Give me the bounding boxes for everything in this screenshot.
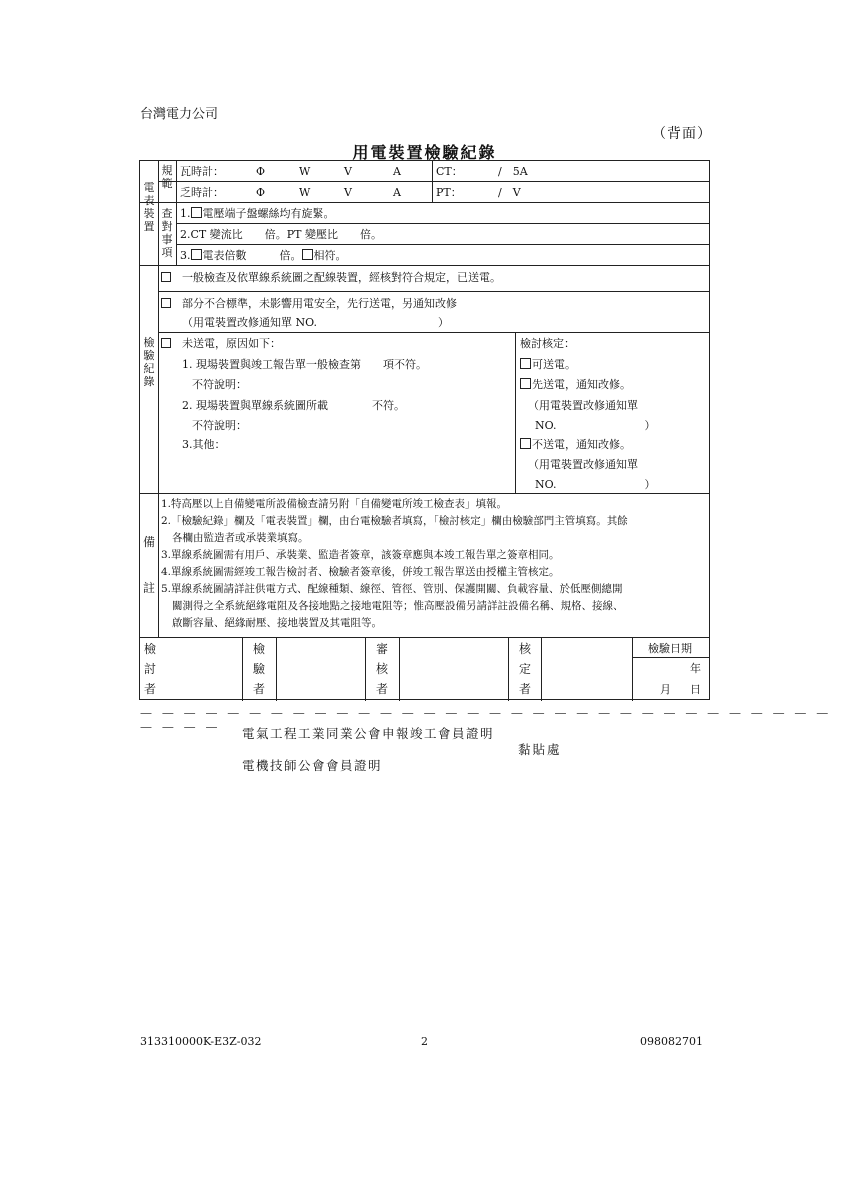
inspector-label: 檢驗者 [252, 642, 265, 696]
date-day: 日 [690, 683, 701, 696]
reason-1-note: 不符說明： [192, 378, 247, 391]
engineer-certificate: 電機技師公會會員證明 [242, 758, 383, 773]
page-side-label: （背面） [652, 126, 712, 142]
document-number: 098082701 [640, 1035, 703, 1048]
note-5-cont2: 啟斷容量、絕緣耐壓、接地裝置及其電阻等。 [172, 617, 382, 629]
inspector-signature-field[interactable] [277, 638, 364, 700]
option-passed-checkbox[interactable] [161, 272, 171, 282]
reason-3: 3.其他： [182, 438, 226, 451]
spec-label: 規範 [161, 164, 173, 190]
option-partial-checkbox[interactable] [161, 298, 171, 308]
date-month: 月 [660, 683, 671, 696]
reason-2-note: 不符說明： [192, 419, 247, 432]
note-5: 5.單線系統圖請詳註供電方式、配線種類、線徑、管徑、管別、保護開關、負載容量、於低壓側總開 [161, 583, 623, 595]
review-energize-fix-checkbox[interactable] [520, 378, 531, 389]
terminal-check-checkbox[interactable] [191, 207, 202, 218]
review-notice-1: （用電裝置改修通知單 [528, 399, 638, 412]
reviewer-label: 檢討者 [143, 642, 156, 696]
option-partial: 部分不合標準，未影響用電安全，先行送電，另通知改修 [182, 297, 457, 310]
approver-signature-field[interactable] [542, 638, 631, 700]
form-title: 用電裝置檢驗紀錄 [352, 143, 497, 162]
form-code: 313310000K-E3Z-032 [140, 1035, 262, 1048]
kwh-amp: A [393, 165, 401, 178]
note-5-cont: 關測得之全系統絕緣電阻及各接地點之接地電阻等；惟高壓設備另請詳註設備名稱、規格、接線、 [172, 600, 624, 612]
kvarh-volt: V [344, 186, 352, 199]
inspection-section-label: 檢驗紀錄 [143, 336, 155, 388]
kwh-wire: W [299, 165, 311, 178]
review-notice-2-number: NO. ） [535, 478, 656, 491]
notes-section-label: 備註 [142, 535, 155, 595]
auditor-label: 審核者 [375, 642, 388, 696]
phase-match-checkbox[interactable] [302, 249, 313, 260]
kwh-meter-label: 瓦時計： [180, 165, 224, 178]
note-3: 3.單線系統圖需有用戶、承裝業、監造者簽章，該簽章應與本竣工報告單之簽章相同。 [161, 549, 560, 561]
pt-label: PT： [436, 186, 462, 199]
review-energize-checkbox[interactable] [520, 358, 531, 369]
review-no-energize-checkbox[interactable] [520, 438, 531, 449]
page-number: 2 [421, 1035, 428, 1048]
kvarh-meter-label: 乏時計： [180, 186, 224, 199]
reviewer-signature-field[interactable] [159, 638, 241, 700]
review-notice-1-number: NO. ） [535, 419, 656, 432]
option-passed: 一般檢查及依單線系統圖之配線裝置，經核對符合規定，已送電。 [182, 271, 501, 284]
note-1: 1.特高壓以上自備變電所設備檢查請另附「自備變電所竣工檢查表」填報。 [161, 498, 508, 510]
kvarh-wire: W [299, 186, 311, 199]
ct-value: / 5A [498, 165, 528, 178]
review-option-3: 不送電，通知改修。 [520, 438, 631, 451]
note-4: 4.單線系統圖需經竣工報告檢討者、檢驗者簽章後，併竣工報告單送由授權主管核定。 [161, 566, 560, 578]
check-item-3: 3. 電表倍數 倍。 相符。 [180, 249, 347, 262]
option-not-energized: 未送電，原因如下： [182, 337, 281, 350]
kwh-volt: V [344, 165, 352, 178]
inspection-date-label: 檢驗日期 [648, 642, 692, 655]
check-item-1: 1. 電壓端子盤螺絲均有旋緊。 [180, 207, 335, 220]
association-certificate: 電氣工程工業同業公會申報竣工會員證明 [242, 726, 495, 741]
kvarh-amp: A [393, 186, 401, 199]
note-2: 2.「檢驗紀錄」欄及「電表裝置」欄，由台電檢驗者填寫，「檢討核定」欄由檢驗部門主管填寫。其餘 [161, 515, 628, 527]
partial-notice-number: （用電裝置改修通知單 NO. ） [182, 316, 449, 329]
reason-2: 2. 現場裝置與單線系統圖所載 不符。 [182, 399, 405, 412]
reason-1: 1. 現場裝置與竣工報告單一般檢查第 項不符。 [182, 358, 427, 371]
multiplier-checkbox[interactable] [191, 249, 202, 260]
approver-label: 核定者 [518, 642, 531, 696]
cut-line: — — — — — — — — — — — — — — — — — — — — — — — — — — — — — — — — — — — — [140, 706, 832, 734]
option-not-energized-checkbox[interactable] [161, 338, 171, 348]
paste-area: 黏貼處 [518, 742, 562, 757]
review-title: 檢討核定： [520, 337, 575, 350]
ct-label: CT： [436, 165, 463, 178]
auditor-signature-field[interactable] [400, 638, 507, 700]
check-item-2: 2.CT 變流比 倍。PT 變壓比 倍。 [180, 228, 382, 241]
kwh-phase: Φ [256, 165, 266, 178]
kvarh-phase: Φ [256, 186, 266, 199]
review-notice-2: （用電裝置改修通知單 [528, 458, 638, 471]
company-name: 台灣電力公司 [140, 107, 219, 122]
note-2-cont: 各欄由監造者或承裝業填寫。 [172, 532, 309, 544]
check-items-label: 查對事項 [161, 207, 173, 259]
review-option-1: 可送電。 [520, 358, 576, 371]
date-year: 年 [690, 662, 701, 675]
inspection-form [139, 160, 710, 700]
pt-value: / V [498, 186, 521, 199]
review-option-2: 先送電，通知改修。 [520, 378, 631, 391]
meter-section-label: 電表裝置 [143, 181, 155, 233]
